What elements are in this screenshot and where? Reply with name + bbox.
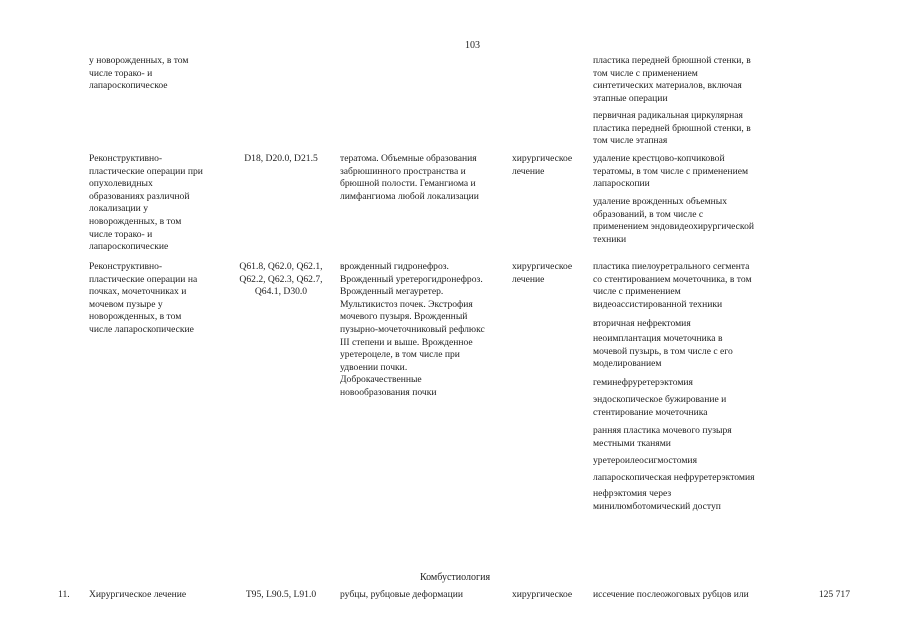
row2-method-2: удаление врожденных объемных образований, в том числе с применением эндовидеохирургической техники (593, 196, 755, 245)
row3-method-7: уретероилеосигмостомия (593, 455, 697, 466)
section-title: Комбустиология (419, 572, 491, 583)
last-row-method: иссечение послеожоговых рубцов или (593, 589, 749, 600)
row3-method-2: вторичная нефректомия (593, 318, 691, 329)
row3-codes: Q61.8, Q62.0, Q62.1, Q62.2, Q62.3, Q62.7, Q64.1, D30.0 (239, 261, 323, 298)
row1-method-1: пластика передней брюшной стенки, в том числе с применением синтетических материалов, включая этапные операции (593, 55, 751, 104)
row3-method-9: нефрэктомия через минилюмботомический доступ (593, 488, 721, 512)
row3-name: Реконструктивно- пластические операции на почках, мочеточниках и мочевом пузыре у новорожденных, в том числе лапароскопические (89, 261, 198, 335)
row2-treatment: хирургическое лечение (512, 153, 573, 177)
row3-method-5: эндоскопическое бужирование и стентирование мочеточника (593, 394, 727, 418)
last-row-name: Хирургическое лечение (89, 589, 187, 600)
row2-method-1: удаление крестцово-копчиковой тератомы, в том числе с применением лапароскопии (593, 153, 749, 190)
last-row-treatment: хирургическое (512, 589, 573, 600)
row2-name: Реконструктивно- пластические операции при опухолевидных образованиях различной локализации у новорожденных, в том числе торако- и лапароскопические (89, 153, 203, 253)
row3-method-6: ранняя пластика мочевого пузыря местными тканями (593, 425, 732, 449)
row3-treatment: хирургическое лечение (512, 261, 573, 285)
last-row-model: рубцы, рубцовые деформации (340, 589, 463, 600)
row2-model: тератома. Объемные образования забрюшинного пространства и брюшной полости. Гемангиома и лимфангиома любой локализации (340, 153, 479, 202)
row3-method-3: неоимплантация мочеточника в мочевой пузырь, в том числе с его моделированием (593, 333, 733, 370)
last-row-number: 11. (58, 589, 70, 600)
row3-model: врожденный гидронефроз. Врожденный уретерогидронефроз. Врожденный мегауретер. Мультикистоз почек. Экстрофия мочевого пузыря. Врожденный пузырно-мочеточниковый рефлюкс III степени и выше. Врожденное уретероцеле, в том числе при удвоении почки. Доброкачественные новообразования почки (340, 261, 485, 398)
row3-method-4: геминефруретерэктомия (593, 377, 693, 388)
page-number: 103 (465, 40, 480, 51)
last-row-cost: 125 717 (818, 589, 850, 600)
row1-method-2: первичная радикальная циркулярная пластика передней брюшной стенки, в том числе этапная (593, 110, 751, 147)
row2-codes: D18, D20.0, D21.5 (244, 153, 318, 164)
row3-method-8: лапароскопическая нефруретерэктомия (593, 472, 755, 483)
row3-method-1: пластика пиелоуретрального сегмента со стентированием мочеточника, в том числе с применением видеоассистированной техники (593, 261, 752, 310)
last-row-codes: T95, L90.5, L91.0 (245, 589, 317, 600)
row1-name: у новорожденных, в том числе торако- и лапароскопическое (89, 55, 189, 92)
